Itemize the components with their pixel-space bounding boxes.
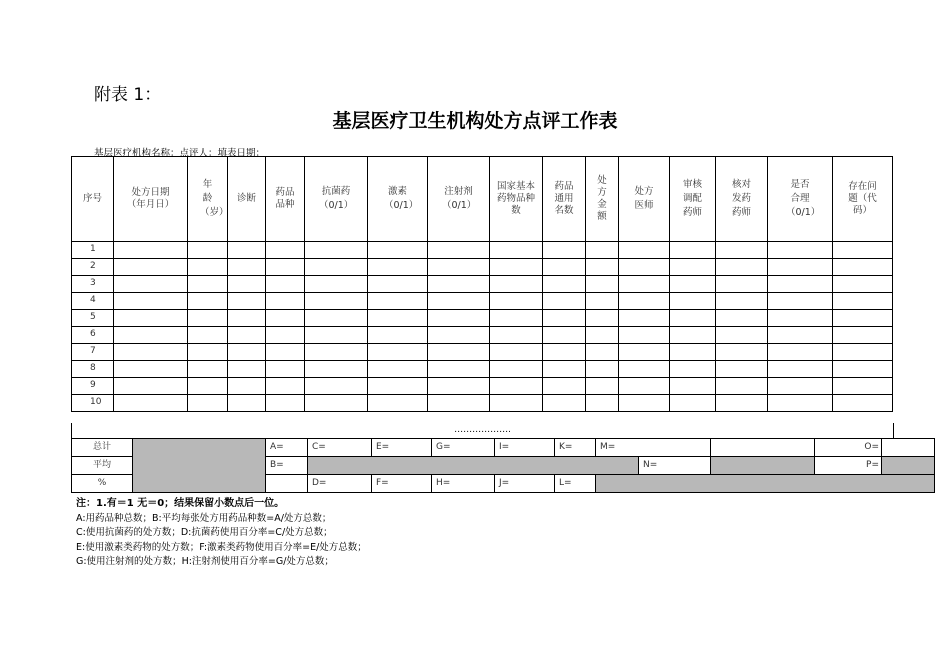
- table-cell[interactable]: [428, 293, 490, 310]
- table-cell[interactable]: [305, 310, 368, 327]
- table-cell[interactable]: [368, 344, 428, 361]
- table-cell[interactable]: [368, 378, 428, 395]
- table-cell[interactable]: [228, 242, 266, 259]
- note-line-1: 注：1.有＝1 无＝0；结果保留小数点后一位。: [76, 498, 285, 509]
- table-cell[interactable]: [716, 327, 768, 344]
- table-cell[interactable]: [228, 276, 266, 293]
- header-audit-pharmacist: 审核调配药师: [670, 157, 716, 242]
- table-cell[interactable]: [428, 361, 490, 378]
- header-problem-code: 存在问题（代码）: [833, 157, 893, 242]
- header-doctor: 处方医师: [619, 157, 670, 242]
- table-cell[interactable]: [490, 344, 543, 361]
- table-cell[interactable]: [619, 344, 670, 361]
- table-cell[interactable]: [228, 378, 266, 395]
- table-cell[interactable]: [833, 344, 893, 361]
- note-line-2: A:用药品种总数；B:平均每张处方用药品种数=A/处方总数；: [76, 512, 332, 524]
- table-cell[interactable]: [266, 259, 305, 276]
- table-cell[interactable]: [188, 310, 228, 327]
- table-row: [72, 361, 893, 378]
- table-row: [72, 395, 893, 412]
- table-cell[interactable]: [188, 344, 228, 361]
- header-amount: 处方金额: [586, 157, 619, 242]
- table-cell[interactable]: [114, 310, 188, 327]
- form-subheading: 基层医疗机构名称：点评人：填表日期：: [94, 148, 266, 159]
- summary-cell-b: B=: [266, 457, 308, 475]
- table-cell[interactable]: [833, 310, 893, 327]
- table-cell[interactable]: [266, 327, 305, 344]
- summary-cell-l: L=: [555, 475, 596, 493]
- row-number: 4: [72, 293, 114, 310]
- table-cell[interactable]: [670, 327, 716, 344]
- table-cell[interactable]: [543, 344, 586, 361]
- table-cell[interactable]: [543, 395, 586, 412]
- summary-cell-k: K=: [555, 439, 596, 457]
- table-cell[interactable]: [619, 378, 670, 395]
- table-cell[interactable]: [428, 327, 490, 344]
- table-cell[interactable]: [543, 327, 586, 344]
- table-cell[interactable]: [670, 395, 716, 412]
- table-cell[interactable]: [833, 242, 893, 259]
- table-cell[interactable]: [619, 310, 670, 327]
- summary-cell-c: C=: [308, 439, 372, 457]
- table-cell[interactable]: [543, 361, 586, 378]
- table-cell[interactable]: [670, 378, 716, 395]
- table-cell[interactable]: [114, 276, 188, 293]
- table-cell[interactable]: [428, 242, 490, 259]
- table-cell[interactable]: [768, 242, 833, 259]
- summary-cell-d: D=: [308, 475, 372, 493]
- note-line-3: C:使用抗菌药的处方数；D:抗菌药使用百分率=C/处方总数；: [76, 527, 333, 538]
- table-cell[interactable]: [428, 378, 490, 395]
- summary-shaded-n: [711, 457, 815, 475]
- table-cell[interactable]: [833, 293, 893, 310]
- row-number: 3: [72, 276, 114, 293]
- table-cell[interactable]: [188, 276, 228, 293]
- table-cell[interactable]: [368, 310, 428, 327]
- table-cell[interactable]: [716, 310, 768, 327]
- table-cell[interactable]: [716, 242, 768, 259]
- table-cell[interactable]: [543, 378, 586, 395]
- table-cell[interactable]: [586, 242, 619, 259]
- table-cell[interactable]: [266, 276, 305, 293]
- table-cell[interactable]: [586, 344, 619, 361]
- table-cell[interactable]: [716, 361, 768, 378]
- summary-cell-f: F=: [372, 475, 432, 493]
- header-diagnosis: 诊断: [228, 157, 266, 242]
- table-cell[interactable]: [228, 259, 266, 276]
- table-cell[interactable]: [768, 310, 833, 327]
- table-cell[interactable]: [228, 361, 266, 378]
- table-cell[interactable]: [368, 395, 428, 412]
- table-cell[interactable]: [768, 378, 833, 395]
- summary-cell-e: E=: [372, 439, 432, 457]
- table-cell[interactable]: [490, 327, 543, 344]
- note-line-4: E:使用激素类药物的处方数；F:激素类药物使用百分率=E/处方总数；: [76, 541, 367, 553]
- summary-cell-blank: [711, 439, 815, 457]
- table-cell[interactable]: [368, 276, 428, 293]
- table-cell[interactable]: [768, 276, 833, 293]
- table-row: [72, 344, 893, 361]
- table-cell[interactable]: [670, 242, 716, 259]
- row-number: 2: [72, 259, 114, 276]
- table-cell[interactable]: [114, 242, 188, 259]
- table-cell[interactable]: [305, 259, 368, 276]
- summary-cell-o: O=: [815, 439, 882, 457]
- row-number: 9: [72, 378, 114, 395]
- table-cell[interactable]: [368, 293, 428, 310]
- table-cell[interactable]: [543, 310, 586, 327]
- table-cell[interactable]: [228, 327, 266, 344]
- table-cell[interactable]: [305, 344, 368, 361]
- row-number: 1: [72, 242, 114, 259]
- table-cell[interactable]: [114, 344, 188, 361]
- table-cell[interactable]: [768, 361, 833, 378]
- table-cell[interactable]: [586, 327, 619, 344]
- table-cell[interactable]: [305, 361, 368, 378]
- table-cell[interactable]: [586, 395, 619, 412]
- table-cell[interactable]: [305, 242, 368, 259]
- table-header-row: [72, 157, 893, 242]
- summary-row-total: [72, 439, 935, 457]
- table-cell[interactable]: [716, 276, 768, 293]
- table-row: [72, 259, 893, 276]
- table-cell[interactable]: [368, 242, 428, 259]
- table-cell[interactable]: [833, 361, 893, 378]
- table-cell[interactable]: [490, 276, 543, 293]
- table-cell[interactable]: [833, 395, 893, 412]
- row-number: 10: [72, 395, 114, 412]
- table-cell[interactable]: [228, 395, 266, 412]
- table-cell[interactable]: [586, 361, 619, 378]
- summary-cell-o-value: [882, 439, 935, 457]
- table-cell[interactable]: [114, 378, 188, 395]
- header-age: 年龄（岁）: [188, 157, 228, 242]
- summary-cell-h: H=: [432, 475, 495, 493]
- table-cell[interactable]: [670, 293, 716, 310]
- table-cell[interactable]: [188, 259, 228, 276]
- table-cell[interactable]: [833, 327, 893, 344]
- table-cell[interactable]: [716, 293, 768, 310]
- table-cell[interactable]: [305, 293, 368, 310]
- table-cell[interactable]: [114, 395, 188, 412]
- table-cell[interactable]: [188, 395, 228, 412]
- table-row: [72, 378, 893, 395]
- table-cell[interactable]: [833, 378, 893, 395]
- table-cell[interactable]: [428, 310, 490, 327]
- page-title: 基层医疗卫生机构处方点评工作表: [332, 110, 618, 132]
- table-cell[interactable]: [670, 259, 716, 276]
- table-cell[interactable]: [833, 276, 893, 293]
- table-cell[interactable]: [428, 344, 490, 361]
- table-cell[interactable]: [670, 276, 716, 293]
- summary-cell-n: N=: [639, 457, 711, 475]
- table-cell[interactable]: [716, 259, 768, 276]
- summary-cell-m: M=: [596, 439, 711, 457]
- row-number: 6: [72, 327, 114, 344]
- header-hormone: 激素（0/1）: [368, 157, 428, 242]
- header-essential-drugs: 国家基本药物品种数: [490, 157, 543, 242]
- table-cell[interactable]: [768, 395, 833, 412]
- table-row: [72, 276, 893, 293]
- continuation-dots: ……………….: [71, 423, 894, 438]
- header-drugs: 药品品种: [266, 157, 305, 242]
- table-cell[interactable]: [368, 361, 428, 378]
- header-verify-pharmacist: 核对发药药师: [716, 157, 768, 242]
- table-cell[interactable]: [670, 344, 716, 361]
- table-cell[interactable]: [428, 276, 490, 293]
- table-cell[interactable]: [619, 276, 670, 293]
- summary-label-percent: %: [72, 475, 133, 493]
- table-cell[interactable]: [670, 310, 716, 327]
- table-row: [72, 293, 893, 310]
- table-cell[interactable]: [716, 378, 768, 395]
- table-cell[interactable]: [670, 361, 716, 378]
- table-cell[interactable]: [305, 276, 368, 293]
- table-cell[interactable]: [768, 327, 833, 344]
- row-number: 5: [72, 310, 114, 327]
- header-date: 处方日期（年月日）: [114, 157, 188, 242]
- table-cell[interactable]: [188, 293, 228, 310]
- summary-cell-i: I=: [495, 439, 555, 457]
- table-row: [72, 242, 893, 259]
- summary-cell-a: A=: [266, 439, 308, 457]
- table-cell[interactable]: [543, 242, 586, 259]
- notes-block: [76, 497, 367, 570]
- table-cell[interactable]: [188, 378, 228, 395]
- table-cell[interactable]: [586, 378, 619, 395]
- table-cell[interactable]: [114, 361, 188, 378]
- table-cell[interactable]: [188, 361, 228, 378]
- table-cell[interactable]: [266, 344, 305, 361]
- table-cell[interactable]: [188, 327, 228, 344]
- table-cell[interactable]: [266, 361, 305, 378]
- summary-cell-blank-2: [266, 475, 308, 493]
- summary-cell-j: J=: [495, 475, 555, 493]
- table-cell[interactable]: [368, 327, 428, 344]
- summary-cell-g: G=: [432, 439, 495, 457]
- review-table: [71, 156, 893, 412]
- table-cell[interactable]: [114, 327, 188, 344]
- table-cell[interactable]: [619, 361, 670, 378]
- header-antibiotic: 抗菌药（0/1）: [305, 157, 368, 242]
- table-cell[interactable]: [428, 395, 490, 412]
- table-cell[interactable]: [586, 310, 619, 327]
- table-cell[interactable]: [490, 259, 543, 276]
- table-cell[interactable]: [490, 378, 543, 395]
- table-cell[interactable]: [305, 327, 368, 344]
- table-cell[interactable]: [716, 344, 768, 361]
- table-cell[interactable]: [266, 310, 305, 327]
- table-cell[interactable]: [490, 395, 543, 412]
- row-number: 7: [72, 344, 114, 361]
- table-cell[interactable]: [768, 344, 833, 361]
- table-cell[interactable]: [716, 395, 768, 412]
- appendix-label: 附表 1：: [94, 85, 162, 105]
- table-cell[interactable]: [428, 259, 490, 276]
- table-cell[interactable]: [490, 293, 543, 310]
- table-cell[interactable]: [188, 242, 228, 259]
- table-cell[interactable]: [619, 259, 670, 276]
- table-cell[interactable]: [586, 259, 619, 276]
- table-cell[interactable]: [619, 293, 670, 310]
- table-cell[interactable]: [305, 395, 368, 412]
- table-cell[interactable]: [305, 378, 368, 395]
- table-cell[interactable]: [114, 293, 188, 310]
- row-number: 8: [72, 361, 114, 378]
- summary-shaded-block: [133, 439, 266, 493]
- table-cell[interactable]: [543, 293, 586, 310]
- table-cell[interactable]: [543, 276, 586, 293]
- table-cell[interactable]: [266, 293, 305, 310]
- summary-cell-p: P=: [815, 457, 882, 475]
- header-generic-names: 药品通用名数: [543, 157, 586, 242]
- table-cell[interactable]: [619, 327, 670, 344]
- table-cell[interactable]: [266, 378, 305, 395]
- table-cell[interactable]: [768, 293, 833, 310]
- table-cell[interactable]: [768, 259, 833, 276]
- table-cell[interactable]: [228, 344, 266, 361]
- table-cell[interactable]: [368, 259, 428, 276]
- table-row: [72, 310, 893, 327]
- table-row: [72, 327, 893, 344]
- table-cell[interactable]: [490, 310, 543, 327]
- table-cell[interactable]: [266, 242, 305, 259]
- table-cell[interactable]: [114, 259, 188, 276]
- header-injection: 注射剂（0/1）: [428, 157, 490, 242]
- table-cell[interactable]: [266, 395, 305, 412]
- summary-table: [71, 438, 935, 493]
- table-cell[interactable]: [586, 276, 619, 293]
- table-cell[interactable]: [490, 361, 543, 378]
- table-cell[interactable]: [228, 293, 266, 310]
- table-cell[interactable]: [833, 259, 893, 276]
- summary-label-total: 总计: [72, 439, 133, 457]
- table-cell[interactable]: [586, 293, 619, 310]
- table-cell[interactable]: [490, 242, 543, 259]
- table-cell[interactable]: [619, 395, 670, 412]
- summary-shaded-l: [596, 475, 935, 493]
- summary-shaded-p: [882, 457, 935, 475]
- note-line-5: G:使用注射剂的处方数；H:注射剂使用百分率=G/处方总数；: [76, 556, 334, 567]
- table-cell[interactable]: [228, 310, 266, 327]
- header-seq: 序号: [72, 157, 114, 242]
- table-cell[interactable]: [619, 242, 670, 259]
- header-reasonable: 是否合理（0/1）: [768, 157, 833, 242]
- summary-shaded-b: [308, 457, 639, 475]
- table-cell[interactable]: [543, 259, 586, 276]
- summary-label-average: 平均: [72, 457, 133, 475]
